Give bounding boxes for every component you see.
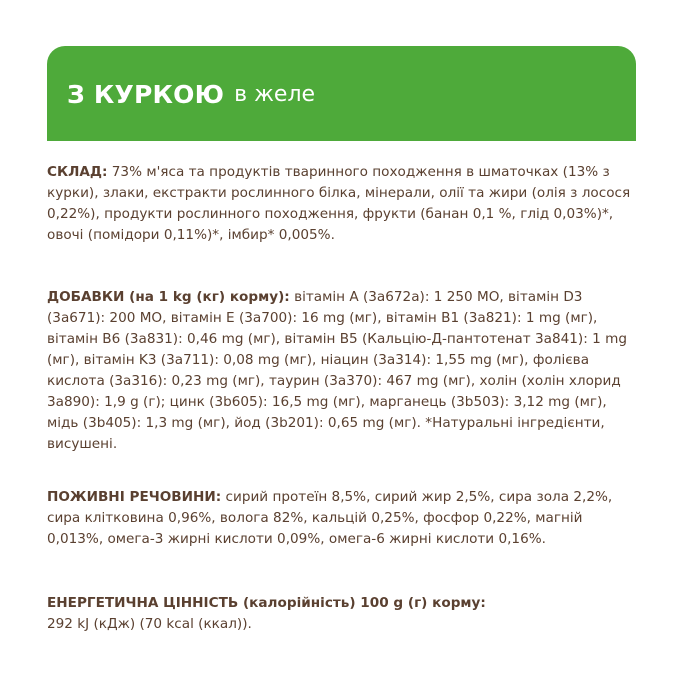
title-banner bbox=[47, 46, 636, 141]
composition-label: СКЛАД: bbox=[47, 164, 108, 180]
composition-section bbox=[47, 162, 639, 246]
nutrients-section bbox=[47, 487, 639, 550]
nutrients-label: ПОЖИВНІ РЕЧОВИНИ: bbox=[47, 489, 222, 505]
product-subtitle: в желе bbox=[234, 82, 316, 107]
composition-text: 73% м'яса та продуктів тваринного походження в шматочках (13% з курки), злаки, екстракти рослинного білка, мінерали, олії та жири (олія з лосося 0,22%), продукти рослинного походження, фрукти (банан 0,1 %, глід 0,03%)*, овочі (помідори 0,11%)*, імбир* 0,005%. bbox=[47, 164, 631, 243]
product-title: З КУРКОЮ bbox=[67, 80, 225, 109]
energy-section bbox=[47, 593, 639, 635]
additives-text: вітамін A (3a672a): 1 250 МО, вітамін D3 (3a671): 200 МО, вітамін E (3a700): 16 mg (мг), вітамін B1 (3a821): 1 mg (мг), вітамін B6 (3a831): 0,46 mg (мг), вітамін B5 (Кальцію-Д-пантотенат 3a841): 1 mg (мг), вітамін K3 (3a711): 0,08 mg (мг), ніацин (3a314): 1,55 mg (мг), фолієва кислота (3a316): 0,23 mg (мг), таурин (3a370): 467 mg (мг), холін (холін хлорид 3a890): 1,9 g (г); цинк (3b605): 16,5 mg (мг), марганець (3b503): 3,12 mg (мг), мідь (3b405): 1,3 mg (мг), йод (3b201): 0,65 mg (мг). *Натуральні інгредієнти, висушені. bbox=[47, 289, 627, 452]
additives-section bbox=[47, 287, 639, 455]
nutrients-text: сирий протеїн 8,5%, сирий жир 2,5%, сира зола 2,2%, сира клітковина 0,96%, волога 82%, кальцій 0,25%, фосфор 0,22%, магній 0,013%, омега-3 жирні кислоти 0,09%, омега-6 жирні кислоти 0,16%. bbox=[47, 489, 613, 547]
energy-text: 292 kJ (кДж) (70 kcal (ккал)). bbox=[47, 616, 252, 632]
energy-label: ЕНЕРГЕТИЧНА ЦІННІСТЬ (калорійність) 100 g (г) корму: bbox=[47, 595, 486, 611]
additives-label: ДОБАВКИ (на 1 kg (кг) корму): bbox=[47, 289, 290, 305]
